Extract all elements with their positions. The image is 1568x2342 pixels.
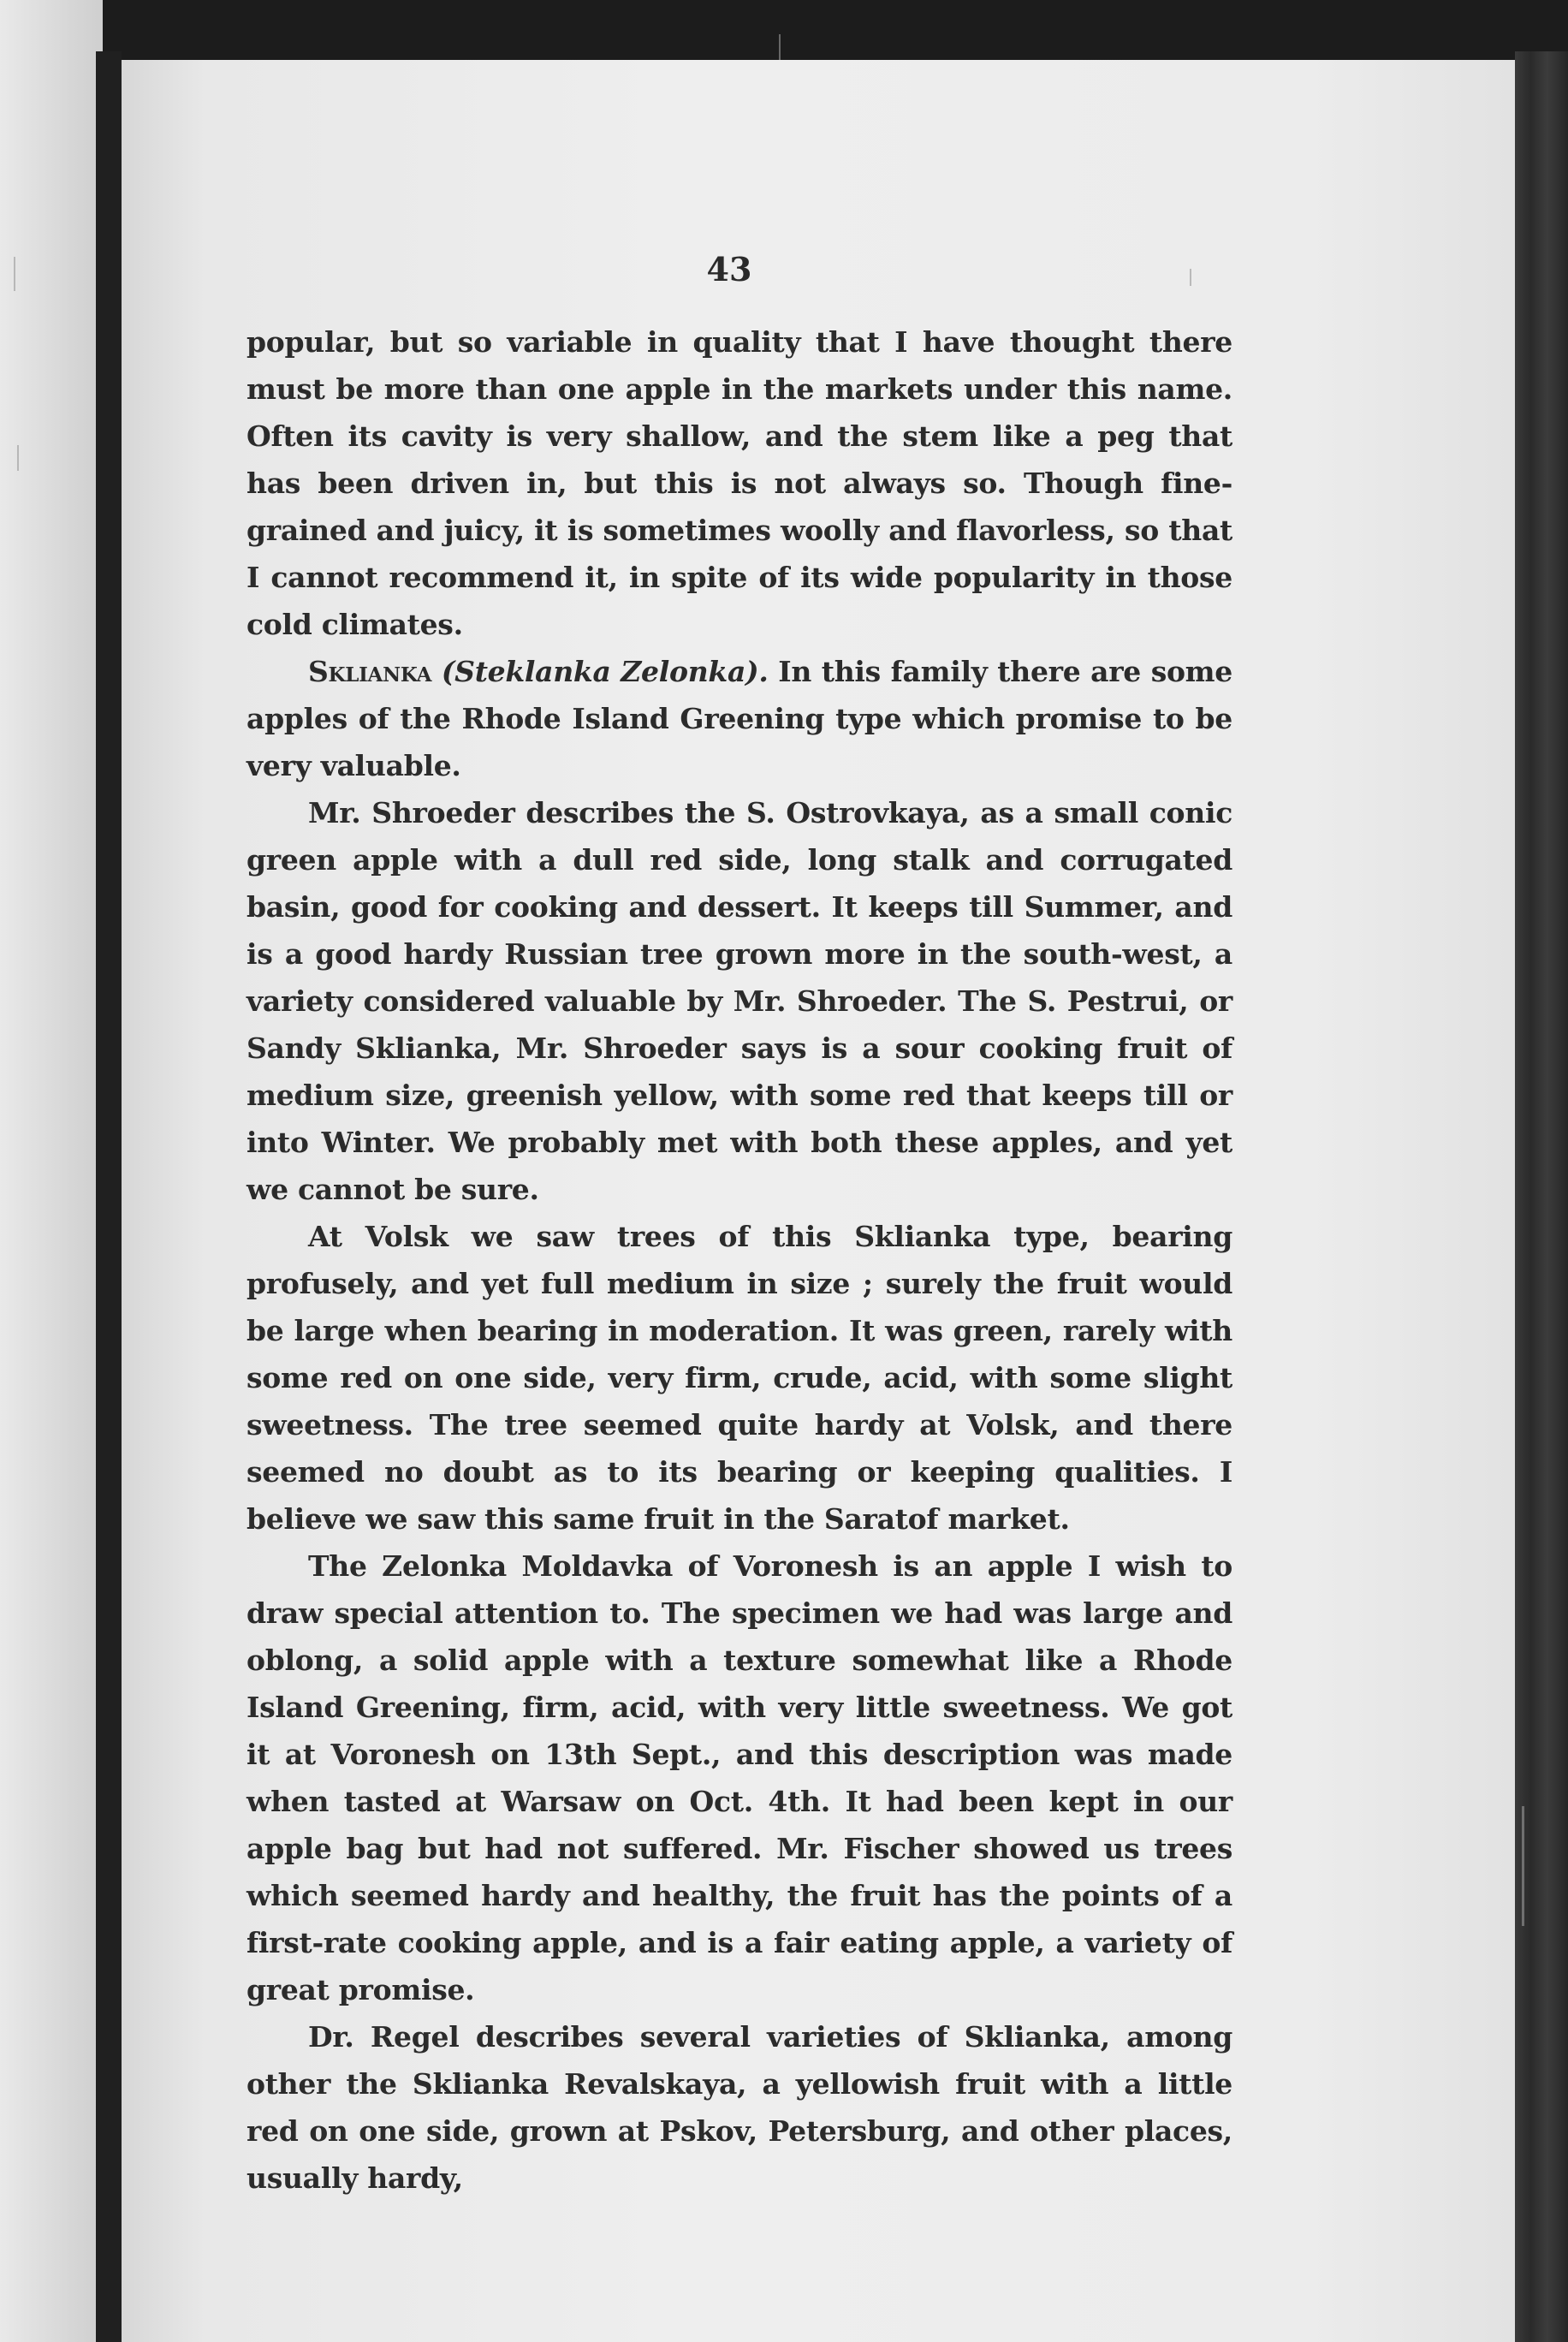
paragraph: [246, 318, 1232, 648]
paragraph: [246, 2013, 1232, 2202]
body-text: [246, 318, 1232, 2202]
paragraph-text: The Zelonka Moldavka of Voronesh is an apple I wish to draw special attention to. The specimen we had was large and oblong, a solid apple with a texture somewhat like a Rhode Island Greening, firm, acid, with very little sweetness. We got it at Voronesh on 13th Sept., and this description was made when tasted at Warsaw on Oct. 4th. It had been kept in our apple bag but had not suffered. Mr. Fischer showed us trees which seemed hardy and healthy, the fruit has the points of a first-rate cooking apple, and is a fair eating apple, a variety of great promise.: [246, 1549, 1232, 2006]
variety-synonym: (Steklanka Zelonka).: [441, 655, 769, 688]
scanner-margin-left: [0, 0, 103, 2342]
paragraph-text: Mr. Shroeder describes the S. Ostrovkaya, as a small conic green apple with a dull red side, long stalk and corrugated basin, good for cooking and dessert. It keeps till Summer, and is a good hardy Russian tree grown more in the south-west, a variety considered valuable by Mr. Shroeder. The S. Pestrui, or Sandy Sklianka, Mr. Shroeder says is a sour cooking fruit of medium size, greenish yellow, with some red that keeps till or into Winter. We probably met with both these apples, and yet we cannot be sure.: [246, 796, 1232, 1206]
paragraph: [246, 648, 1232, 789]
paragraph-text: popular, but so variable in quality that I have thought there must be more than one apple in the markets under this name. Often its cavity is very shallow, and the stem like a peg that has been driven in, but this is not always so. Though fine-grained and juicy, it is sometimes woolly and flavorless, so that I cannot recommend it, in spite of its wide popularity in those cold climates.: [246, 325, 1232, 641]
paragraph: [246, 1543, 1232, 2013]
page-edge-right: [1515, 51, 1568, 2342]
variety-heading: Sklianka: [308, 655, 432, 688]
paragraph: [246, 789, 1232, 1213]
paragraph-text: In this family there are some apples of the Rhode Island Greening type which promise to be very valuable.: [246, 655, 1232, 782]
page-number: 43: [706, 250, 752, 288]
book-gutter-shadow: [96, 51, 122, 2342]
paragraph-text: Dr. Regel describes several varieties of Sklianka, among other the Sklianka Revalskaya, a yellowish fruit with a little red on one side, grown at Pskov, Petersburg, and other places, usually hardy,: [246, 2020, 1232, 2195]
scan-artifact: [779, 34, 781, 60]
scan-artifact: [17, 445, 19, 471]
paragraph: [246, 1213, 1232, 1543]
paragraph-text: At Volsk we saw trees of this Sklianka type, bearing profusely, and yet full medium in size ; surely the fruit would be large when bearing in moderation. It was green, rarely with some red on one side, very firm, crude, acid, with some slight sweetness. The tree seemed quite hardy at Volsk, and there seemed no doubt as to its bearing or keeping qualities. I believe we saw this same fruit in the Saratof market.: [246, 1220, 1232, 1536]
scan-artifact: [1522, 1806, 1524, 1926]
